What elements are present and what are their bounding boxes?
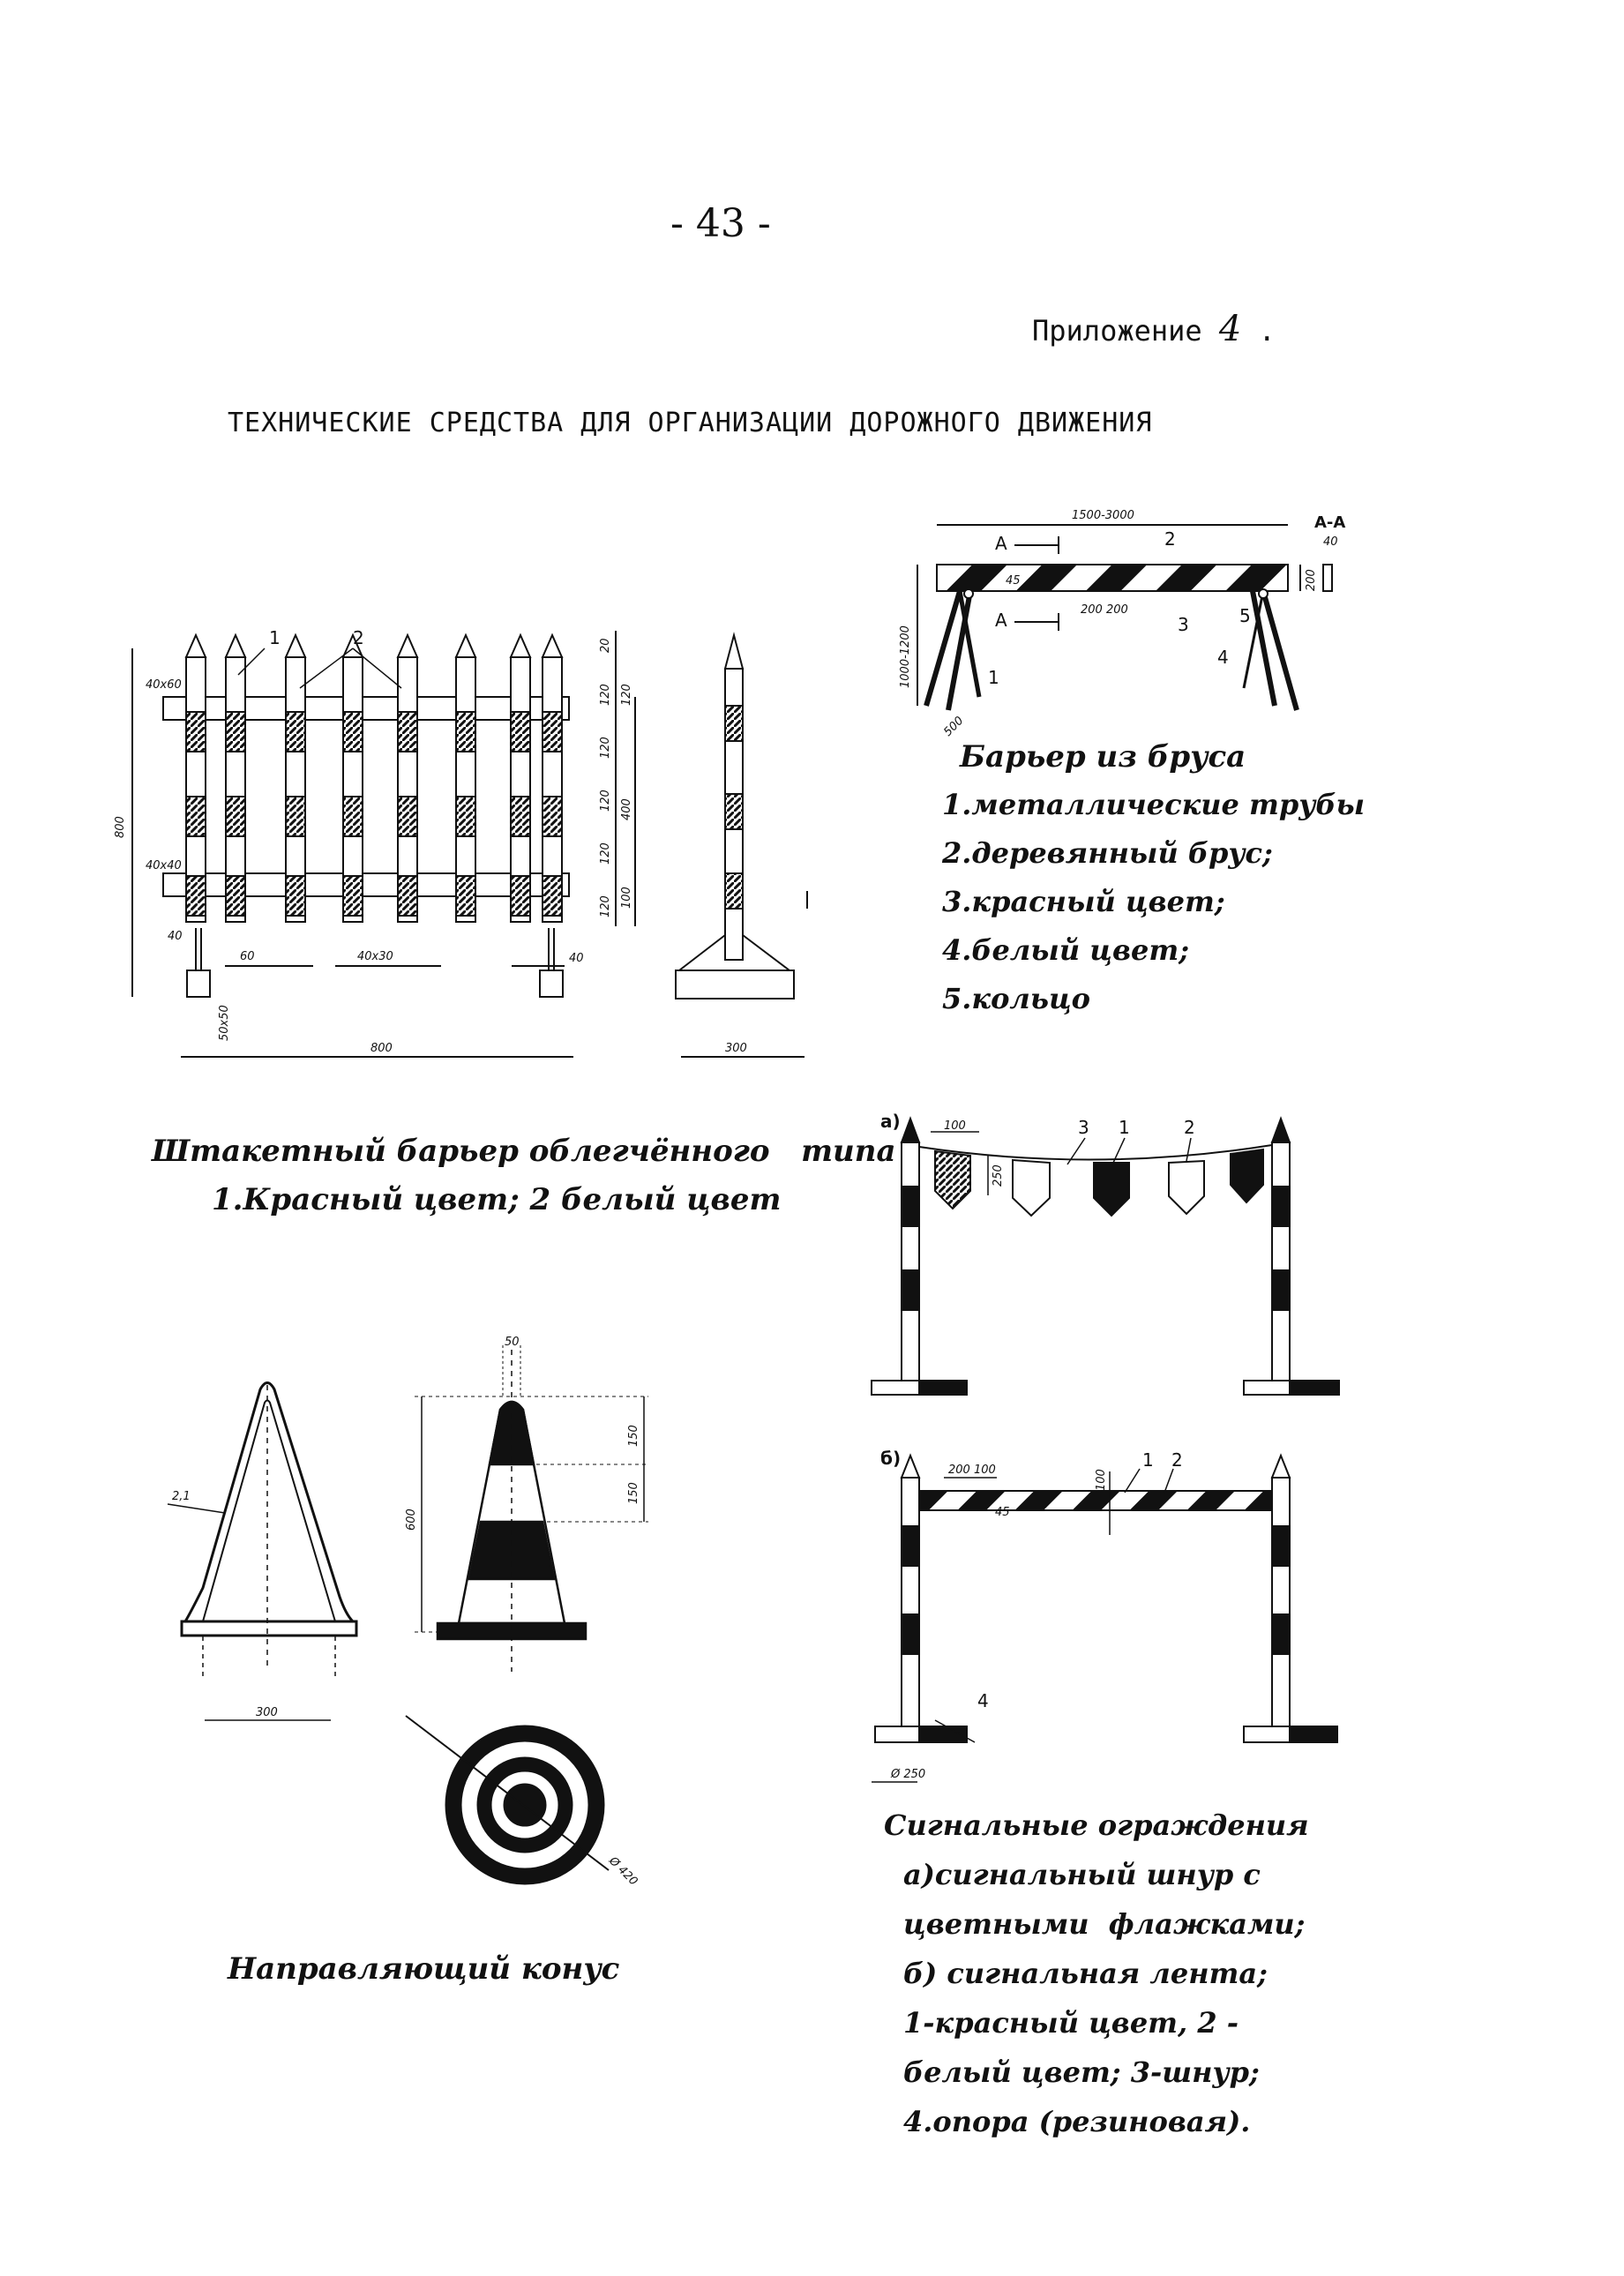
fence-b-dim-stripe: 200 100 (948, 1464, 996, 1477)
fence-caption-2: цветными флажками; (903, 1907, 1306, 1941)
beam-callout-a1: А (995, 533, 1007, 554)
beam-dim-leg: 500 (941, 714, 967, 739)
fence-a-dim-w: 100 (944, 1119, 966, 1133)
fence-caption-0: Сигнальные ограждения (884, 1808, 1309, 1842)
cone-dim-band1: 150 (627, 1425, 640, 1447)
picket (226, 635, 245, 922)
beam-dim-stripe: 200 200 (1081, 603, 1128, 617)
fence-b-label: б) (880, 1448, 902, 1469)
signal-fence-a (872, 1119, 1339, 1395)
fence-b-dim-angle: 45 (995, 1506, 1010, 1519)
beam-item-4: 4.белый цвет; (942, 933, 1190, 967)
dim-side-width: 300 (725, 1042, 747, 1055)
dim-top: 20 (599, 638, 612, 653)
fence-b-dim-height: 100 (1095, 1469, 1108, 1491)
picket (286, 635, 305, 922)
page-title: ТЕХНИЧЕСКИЕ СРЕДСТВА ДЛЯ ОРГАНИЗАЦИИ ДОРОЖНОГО ДВИЖЕНИЯ (228, 408, 1153, 438)
callout-1: 1 (269, 627, 281, 648)
picket (543, 635, 562, 922)
signal-fence-b (872, 1456, 1337, 1782)
fence-b-callout-2: 2 (1171, 1449, 1183, 1471)
appendix-suffix: . (1258, 314, 1276, 348)
dim-seg3: 120 (599, 790, 612, 812)
fence-a-callout-3: 3 (1078, 1117, 1089, 1138)
picket-barrier-side (676, 635, 807, 1057)
picket (456, 635, 475, 922)
beam-callout-3: 3 (1178, 614, 1189, 635)
fence-a-dim-h: 250 (992, 1164, 1005, 1187)
fence-caption-1: а)сигнальный шнур с (903, 1858, 1261, 1891)
fence-caption-3: б) сигнальная лента; (903, 1957, 1268, 1990)
dim-spacing: 60 (240, 950, 255, 963)
fence-a-callout-2: 2 (1184, 1117, 1195, 1138)
beam-section-width: 40 (1323, 535, 1338, 549)
dim-seg4: 120 (599, 842, 612, 865)
dim-seg2: 120 (599, 737, 612, 759)
picket (511, 635, 530, 922)
cone-dim-base: 300 (256, 1706, 278, 1719)
callout-2: 2 (353, 627, 364, 648)
dim-seg5: 120 (599, 895, 612, 917)
beam-dim-angle: 45 (1006, 574, 1021, 588)
fence-a-label: а) (880, 1111, 901, 1132)
fence-caption-5: белый цвет; 3-шнур; (903, 2055, 1260, 2089)
beam-item-2: 2.деревянный брус; (942, 836, 1273, 870)
beam-callout-2: 2 (1164, 528, 1176, 550)
picket-caption-1: Штакетный барьер облегчённого типа (152, 1134, 896, 1169)
beam-section: А-А (1314, 513, 1346, 532)
cone-caption: Направляющий конус (228, 1951, 620, 1987)
fence-a-callout-1: 1 (1119, 1117, 1130, 1138)
cone-top-view (406, 1716, 609, 1884)
beam-item-3: 3.красный цвет; (942, 885, 1225, 918)
cone-dim-height: 600 (405, 1509, 418, 1531)
dim-width: 800 (370, 1042, 393, 1055)
dim-low: 100 (620, 887, 633, 909)
dim-post-right: 40 (569, 952, 584, 965)
picket (398, 635, 417, 922)
fence-b-callout-4: 4 (977, 1690, 989, 1711)
dim-rail: 40x40 (146, 859, 182, 872)
appendix-number: 4 (1218, 309, 1242, 349)
dim-picket: 40x60 (146, 678, 182, 692)
dim-seg-top: 120 (620, 684, 633, 706)
fence-caption-6: 4.опора (резиновая). (903, 2105, 1251, 2138)
beam-barrier-caption: Барьер из бруса (960, 739, 1246, 775)
dim-post: 40 (168, 930, 183, 943)
fence-caption-4: 1-красный цвет, 2 - (903, 2006, 1239, 2040)
cone-dim-band2: 150 (627, 1482, 640, 1504)
beam-dim-height: 1000-1200 (899, 625, 912, 688)
beam-barrier (917, 525, 1332, 710)
beam-callout-5: 5 (1239, 605, 1251, 626)
beam-item-5: 5.кольцо (942, 982, 1090, 1015)
cone-dim-wall: 2,1 (172, 1490, 191, 1503)
page-number: - 43 - (670, 201, 771, 246)
beam-dim-length: 1500-3000 (1072, 509, 1134, 522)
dim-gap: 40x30 (357, 950, 393, 963)
picket-leaders (238, 648, 401, 688)
beam-item-1: 1.металлические трубы (942, 788, 1366, 821)
dim-seg1: 120 (599, 684, 612, 706)
appendix-word: Приложение (1032, 314, 1202, 348)
fence-b-dim-base: Ø 250 (891, 1768, 926, 1781)
picket-caption-2: 1.Красный цвет; 2 белый цвет (212, 1182, 782, 1217)
picket (186, 635, 206, 922)
dim-height: 800 (114, 816, 127, 838)
beam-callout-a2: А (995, 610, 1007, 631)
beam-callout-4: 4 (1217, 647, 1229, 668)
dim-mid: 400 (620, 798, 633, 820)
picket (343, 635, 363, 922)
beam-dim-h: 200 (1305, 569, 1318, 591)
cone-profile (168, 1383, 356, 1721)
fence-b-callout-1: 1 (1142, 1449, 1154, 1471)
dim-base: 50x50 (218, 1005, 231, 1041)
picket-barrier-front (132, 631, 635, 1057)
cone-dim-diameter: Ø 420 (606, 1854, 640, 1889)
beam-callout-1: 1 (988, 667, 999, 688)
cone-front (415, 1345, 648, 1672)
cone-dim-top: 50 (505, 1336, 520, 1349)
